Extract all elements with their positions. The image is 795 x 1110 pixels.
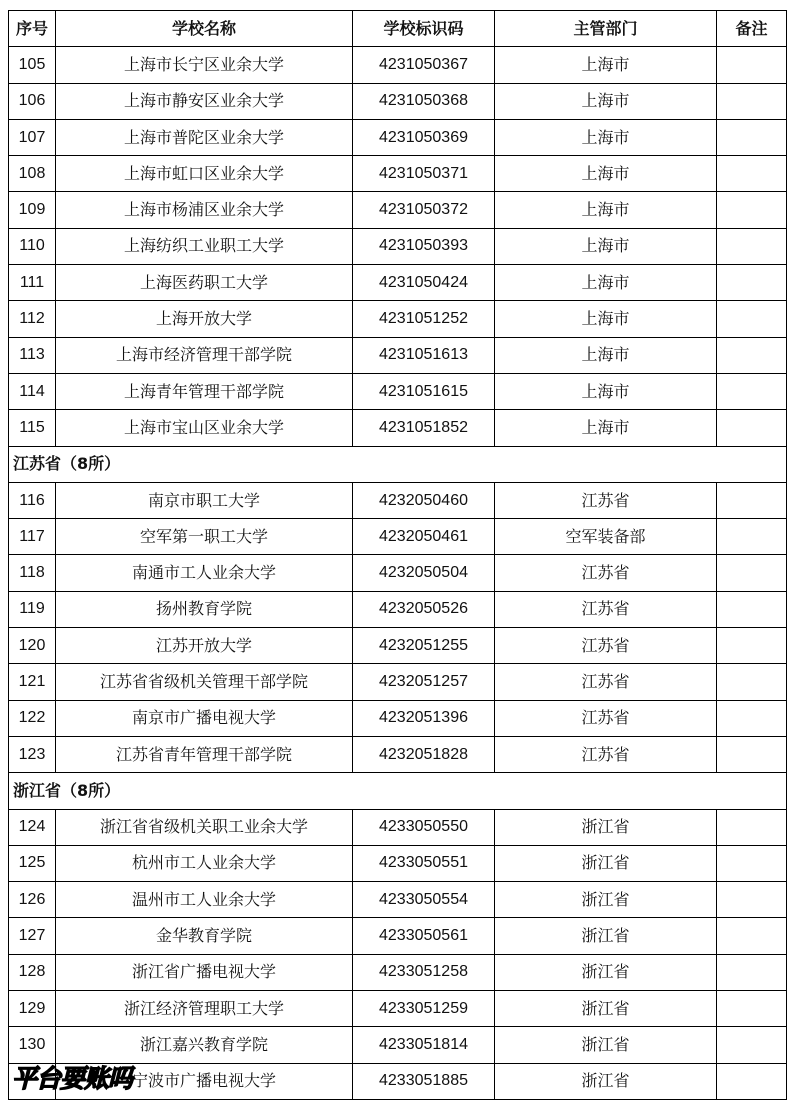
cell-school-code: 4233051259 <box>353 991 495 1027</box>
cell-school-name: 扬州教育学院 <box>56 591 353 627</box>
cell-school-code: 4232050504 <box>353 555 495 591</box>
cell-department: 上海市 <box>495 301 717 337</box>
table-header-row <box>9 11 787 47</box>
cell-department: 浙江省 <box>495 809 717 845</box>
cell-school-code: 4233050551 <box>353 845 495 881</box>
cell-school-name: 空军第一职工大学 <box>56 519 353 555</box>
table-row <box>9 119 787 155</box>
table-row <box>9 918 787 954</box>
school-list-table <box>8 10 787 1100</box>
cell-school-name: 浙江省省级机关职工业余大学 <box>56 809 353 845</box>
table-row <box>9 265 787 301</box>
cell-department: 空军装备部 <box>495 519 717 555</box>
cell-school-name: 南京市广播电视大学 <box>56 700 353 736</box>
cell-index: 129 <box>9 991 56 1027</box>
section-row <box>9 773 787 809</box>
cell-index: 106 <box>9 83 56 119</box>
cell-department: 上海市 <box>495 228 717 264</box>
cell-school-code: 4233050561 <box>353 918 495 954</box>
cell-department: 江苏省 <box>495 664 717 700</box>
cell-note <box>717 301 787 337</box>
cell-department: 浙江省 <box>495 954 717 990</box>
cell-school-code: 4231050369 <box>353 119 495 155</box>
cell-school-code: 4232050526 <box>353 591 495 627</box>
table-row <box>9 482 787 518</box>
table-row <box>9 628 787 664</box>
cell-index: 108 <box>9 156 56 192</box>
cell-school-code: 4233051885 <box>353 1063 495 1099</box>
cell-note <box>717 192 787 228</box>
cell-department: 上海市 <box>495 337 717 373</box>
cell-school-name: 浙江省广播电视大学 <box>56 954 353 990</box>
cell-school-code: 4233050550 <box>353 809 495 845</box>
cell-index: 122 <box>9 700 56 736</box>
cell-school-name: 金华教育学院 <box>56 918 353 954</box>
table-row <box>9 519 787 555</box>
cell-index: 130 <box>9 1027 56 1063</box>
cell-index: 112 <box>9 301 56 337</box>
table-row <box>9 954 787 990</box>
cell-note <box>717 700 787 736</box>
cell-index: 125 <box>9 845 56 881</box>
cell-department: 上海市 <box>495 156 717 192</box>
cell-school-code: 4232051396 <box>353 700 495 736</box>
cell-note <box>717 628 787 664</box>
cell-index: 107 <box>9 119 56 155</box>
cell-school-name: 宁波市广播电视大学 <box>56 1063 353 1099</box>
cell-school-name: 上海市杨浦区业余大学 <box>56 192 353 228</box>
cell-department: 上海市 <box>495 373 717 409</box>
cell-index: 114 <box>9 373 56 409</box>
cell-school-code: 4231050368 <box>353 83 495 119</box>
cell-note <box>717 954 787 990</box>
table-row <box>9 410 787 446</box>
cell-note <box>717 519 787 555</box>
cell-school-code: 4232051255 <box>353 628 495 664</box>
cell-department: 江苏省 <box>495 736 717 772</box>
cell-school-code: 4233050554 <box>353 882 495 918</box>
header-note: 备注 <box>717 11 787 47</box>
cell-school-code: 4231051252 <box>353 301 495 337</box>
table-row <box>9 591 787 627</box>
cell-school-name: 南通市工人业余大学 <box>56 555 353 591</box>
cell-department: 江苏省 <box>495 591 717 627</box>
cell-department: 江苏省 <box>495 482 717 518</box>
table-row <box>9 1027 787 1063</box>
cell-note <box>717 1027 787 1063</box>
cell-school-name: 上海医药职工大学 <box>56 265 353 301</box>
cell-school-name: 杭州市工人业余大学 <box>56 845 353 881</box>
cell-school-code: 4232050461 <box>353 519 495 555</box>
cell-index: 120 <box>9 628 56 664</box>
cell-note <box>717 119 787 155</box>
cell-index: 127 <box>9 918 56 954</box>
cell-school-name: 上海青年管理干部学院 <box>56 373 353 409</box>
cell-school-code: 4232051257 <box>353 664 495 700</box>
cell-department: 上海市 <box>495 192 717 228</box>
cell-department: 上海市 <box>495 265 717 301</box>
table-row <box>9 156 787 192</box>
cell-school-name: 上海市普陀区业余大学 <box>56 119 353 155</box>
cell-note <box>717 591 787 627</box>
cell-note <box>717 991 787 1027</box>
cell-department: 江苏省 <box>495 700 717 736</box>
cell-school-code: 4231051613 <box>353 337 495 373</box>
watermark-logo: 平台要账吗 <box>12 1064 133 1093</box>
cell-department: 上海市 <box>495 410 717 446</box>
cell-department: 上海市 <box>495 119 717 155</box>
cell-department: 上海市 <box>495 47 717 83</box>
cell-school-code: 4232050460 <box>353 482 495 518</box>
cell-department: 浙江省 <box>495 882 717 918</box>
cell-index: 123 <box>9 736 56 772</box>
cell-index: 105 <box>9 47 56 83</box>
table-row <box>9 373 787 409</box>
cell-school-code: 4231050393 <box>353 228 495 264</box>
cell-note <box>717 918 787 954</box>
cell-index: 118 <box>9 555 56 591</box>
cell-note <box>717 83 787 119</box>
cell-index: 121 <box>9 664 56 700</box>
header-index: 序号 <box>9 11 56 47</box>
cell-department: 江苏省 <box>495 628 717 664</box>
cell-school-name: 江苏省青年管理干部学院 <box>56 736 353 772</box>
cell-school-name: 浙江嘉兴教育学院 <box>56 1027 353 1063</box>
cell-school-code: 4231050424 <box>353 265 495 301</box>
cell-school-code: 4231051615 <box>353 373 495 409</box>
cell-school-code: 4231050372 <box>353 192 495 228</box>
cell-index: 109 <box>9 192 56 228</box>
cell-department: 江苏省 <box>495 555 717 591</box>
table-body <box>9 47 787 1100</box>
cell-school-code: 4233051814 <box>353 1027 495 1063</box>
cell-school-code: 4231051852 <box>353 410 495 446</box>
cell-school-name: 上海市静安区业余大学 <box>56 83 353 119</box>
table-row <box>9 555 787 591</box>
cell-index: 111 <box>9 265 56 301</box>
cell-department: 浙江省 <box>495 1063 717 1099</box>
cell-note <box>717 809 787 845</box>
header-department: 主管部门 <box>495 11 717 47</box>
table-row <box>9 337 787 373</box>
table-row <box>9 192 787 228</box>
table-row <box>9 83 787 119</box>
cell-index: 119 <box>9 591 56 627</box>
cell-school-name: 上海市宝山区业余大学 <box>56 410 353 446</box>
table-row <box>9 991 787 1027</box>
cell-note <box>717 1063 787 1099</box>
cell-note <box>717 882 787 918</box>
cell-note <box>717 482 787 518</box>
table-row <box>9 882 787 918</box>
cell-index: 116 <box>9 482 56 518</box>
table-row <box>9 809 787 845</box>
cell-school-name: 温州市工人业余大学 <box>56 882 353 918</box>
cell-note <box>717 664 787 700</box>
table-row <box>9 736 787 772</box>
cell-index: 113 <box>9 337 56 373</box>
section-row <box>9 446 787 482</box>
cell-index: 117 <box>9 519 56 555</box>
cell-school-name: 上海开放大学 <box>56 301 353 337</box>
cell-note <box>717 736 787 772</box>
section-label: 浙江省（8所） <box>9 773 787 809</box>
table-row <box>9 47 787 83</box>
cell-note <box>717 555 787 591</box>
header-school-name: 学校名称 <box>56 11 353 47</box>
cell-school-name: 南京市职工大学 <box>56 482 353 518</box>
cell-school-code: 4232051828 <box>353 736 495 772</box>
cell-school-name: 上海市长宁区业余大学 <box>56 47 353 83</box>
cell-index: 124 <box>9 809 56 845</box>
cell-note <box>717 47 787 83</box>
cell-school-name: 浙江经济管理职工大学 <box>56 991 353 1027</box>
table-row <box>9 301 787 337</box>
cell-department: 浙江省 <box>495 918 717 954</box>
table-row <box>9 700 787 736</box>
table-row <box>9 845 787 881</box>
cell-school-name: 上海纺织工业职工大学 <box>56 228 353 264</box>
cell-school-name: 上海市虹口区业余大学 <box>56 156 353 192</box>
cell-index: 128 <box>9 954 56 990</box>
cell-index: 115 <box>9 410 56 446</box>
cell-school-name: 江苏开放大学 <box>56 628 353 664</box>
cell-school-code: 4231050371 <box>353 156 495 192</box>
cell-index: 110 <box>9 228 56 264</box>
cell-note <box>717 410 787 446</box>
cell-note <box>717 337 787 373</box>
cell-index: 126 <box>9 882 56 918</box>
header-school-code: 学校标识码 <box>353 11 495 47</box>
cell-school-name: 江苏省省级机关管理干部学院 <box>56 664 353 700</box>
table-row <box>9 228 787 264</box>
cell-school-name: 上海市经济管理干部学院 <box>56 337 353 373</box>
cell-note <box>717 373 787 409</box>
table-row <box>9 664 787 700</box>
cell-note <box>717 265 787 301</box>
section-label: 江苏省（8所） <box>9 446 787 482</box>
cell-school-code: 4233051258 <box>353 954 495 990</box>
cell-note <box>717 156 787 192</box>
cell-note <box>717 228 787 264</box>
cell-school-code: 4231050367 <box>353 47 495 83</box>
cell-department: 浙江省 <box>495 991 717 1027</box>
cell-note <box>717 845 787 881</box>
cell-department: 浙江省 <box>495 1027 717 1063</box>
cell-department: 上海市 <box>495 83 717 119</box>
cell-department: 浙江省 <box>495 845 717 881</box>
